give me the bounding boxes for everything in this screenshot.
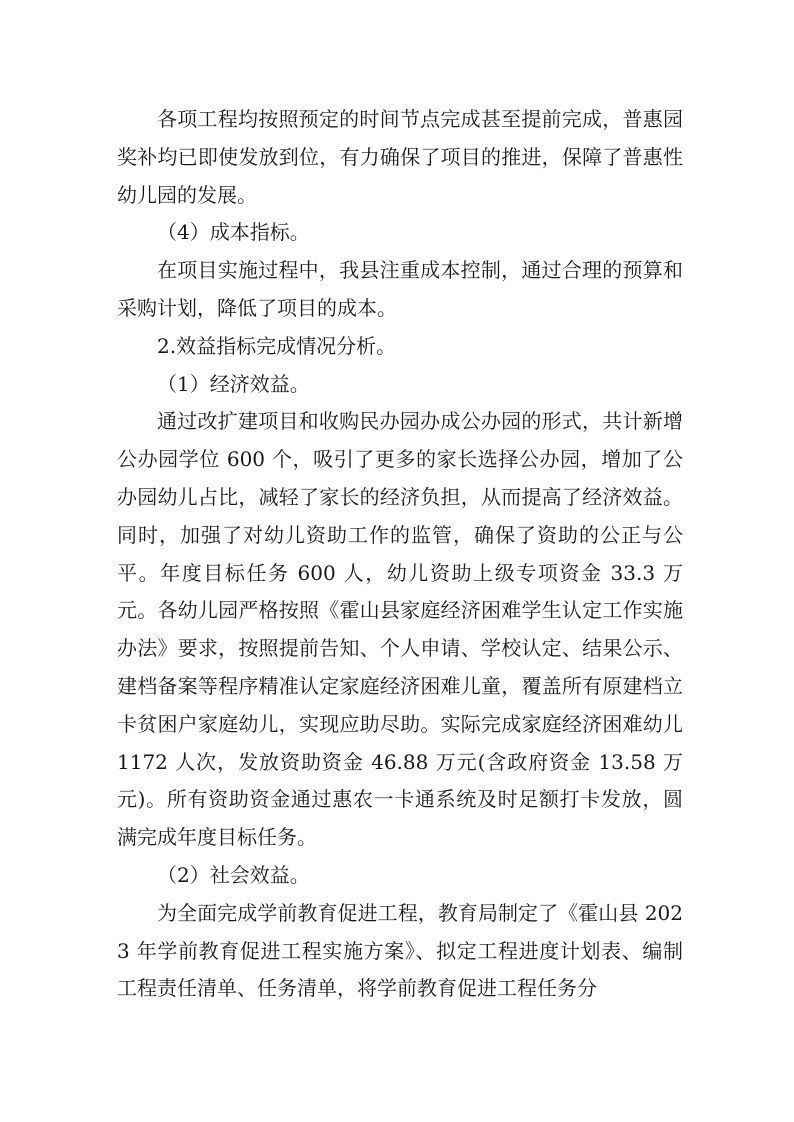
- paragraph-social-benefit: 为全面完成学前教育促进工程，教育局制定了《霍山县 2023 年学前教育促进工程实施方案》、拟定工程进度计划表、编制工程责任清单、任务清单，将学前教育促进工程任务分: [117, 900, 683, 1001]
- document-body: [117, 101, 683, 1008]
- paragraph-cost-control: 在项目实施过程中，我县注重成本控制，通过合理的预算和采购计划，降低了项目的成本。: [117, 258, 683, 320]
- heading-benefit-analysis: 2.效益指标完成情况分析。: [157, 333, 397, 358]
- heading-cost-indicator: （4）成本指标。: [157, 220, 310, 245]
- paragraph-economic-benefit: 通过改扩建项目和收购民办园办成公办园的形式，共计新增公办园学位 600 个，吸引了更多的家长选择公办园，增加了公办园幼儿占比，减轻了家长的经济负担，从而提高了经济效益。同时，加强了对幼儿资助工作的监管，确保了资助的公正与公平。年度目标任务 600 人，幼儿资助上级专项资金 33.3 万元。各幼儿园严格按照《霍山县家庭经济困难学生认定工作实施办法》要求，按照提前告知、个人申请、学校认定、结果公示、建档备案等程序精准认定家庭经济困难儿童，覆盖所有原建档立卡贫困户家庭幼儿，实现应助尽助。实际完成家庭经济困难幼儿 1172 人次，发放资助资金 46.88 万元(含政府资金 13.58 万元)。所有资助资金通过惠农一卡通系统及时足额打卡发放，圆满完成年度目标任务。: [117, 409, 683, 850]
- heading-economic-benefit: （1）经济效益。: [157, 371, 310, 396]
- paragraph-schedule: 各项工程均按照预定的时间节点完成甚至提前完成，普惠园奖补均已即使发放到位，有力确保了项目的推进，保障了普惠性幼儿园的发展。: [117, 107, 683, 207]
- heading-social-benefit: （2）社会效益。: [157, 862, 310, 887]
